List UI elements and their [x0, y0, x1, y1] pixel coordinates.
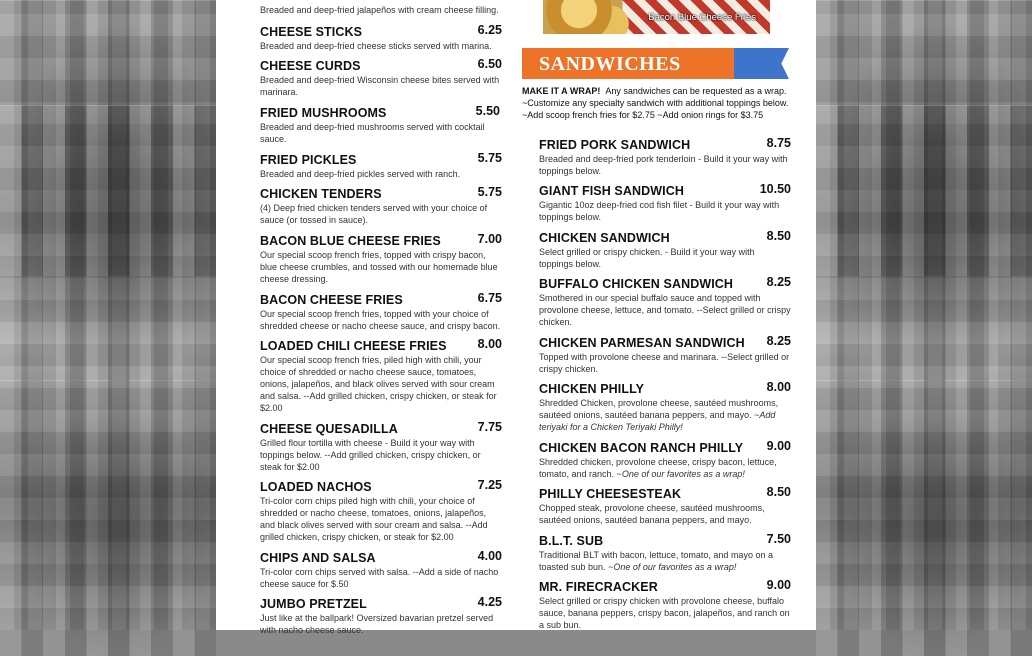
item-description: Traditional BLT with bacon, lettuce, tomato, and mayo on a toasted sub bun. ~One of our favorites as a wrap! [539, 550, 773, 572]
menu-item [539, 380, 791, 433]
item-description: Our special scoop french fries, topped with crispy bacon, blue cheese crumbles, and tossed with our homemade blue cheese dressing. [260, 250, 498, 284]
menu-item [260, 549, 502, 590]
item-name: PHILLY CHEESESTEAK [539, 487, 682, 501]
vintage-photo-tile [816, 105, 1032, 381]
menu-item [539, 485, 791, 526]
item-description: Our special scoop french fries, topped with your choice of shredded cheese or nacho cheese sauce, and crispy bacon. [260, 309, 501, 331]
menu-item [260, 3, 502, 16]
item-price: 7.00 [477, 232, 502, 246]
item-name: JUMBO PRETZEL [260, 597, 367, 611]
item-description: Breaded and deep-fried pork tenderloin - Build it your way with toppings below. [539, 154, 788, 176]
item-description: Breaded and deep-fried cheese sticks served with marina. [260, 41, 492, 51]
menu-item [260, 57, 502, 98]
item-name: BACON BLUE CHEESE FRIES [260, 234, 441, 248]
item-price: 8.50 [766, 485, 791, 499]
item-description: Smothered in our special buffalo sauce and topped with provolone cheese, lettuce, and tomato. --Select grilled or crispy chicken. [539, 293, 791, 327]
item-price: 6.50 [477, 57, 502, 71]
item-price: 5.75 [477, 185, 502, 199]
item-name: BACON CHEESE FRIES [260, 293, 403, 307]
item-name: B.L.T. SUB [539, 534, 604, 548]
menu-item [260, 478, 502, 543]
item-price: 7.50 [766, 532, 791, 546]
item-price: 5.50 [475, 104, 500, 118]
menu-item [260, 23, 502, 52]
photo-caption: Bacon Blue Cheese Fries [648, 12, 756, 23]
item-description: Grilled flour tortilla with cheese - Build it your way with toppings below. --Add grilled chicken, crispy chicken, or steak for $2.00 [260, 438, 481, 472]
item-price: 10.50 [759, 182, 791, 196]
vintage-photo-tile [816, 380, 1032, 656]
item-name: GIANT FISH SANDWICH [539, 184, 684, 198]
item-price: 7.25 [477, 478, 502, 492]
menu-item [539, 275, 791, 328]
item-description: Topped with provolone cheese and marinara. --Select grilled or crispy chicken. [539, 352, 790, 374]
background-photo-right [816, 0, 1032, 630]
item-price: 9.00 [766, 439, 791, 453]
menu-item [539, 439, 791, 480]
menu-item [260, 337, 502, 414]
item-name: CHEESE CURDS [260, 59, 361, 73]
item-price: 9.00 [766, 578, 791, 592]
menu-item [260, 420, 502, 473]
item-name: CHICKEN SANDWICH [539, 231, 670, 245]
item-description: Select grilled or crispy chicken. - Build it your way with toppings below. [539, 247, 755, 269]
item-description: (4) Deep fried chicken tenders served with your choice of sauce (or tossed in sauce). [260, 203, 488, 225]
item-price: 8.00 [766, 380, 791, 394]
wrap-note-text: Any sandwiches can be requested as a wrap. [605, 86, 787, 96]
item-name: CHICKEN BACON RANCH PHILLY [539, 441, 744, 455]
vintage-photo-tile [0, 380, 216, 656]
item-description: Our special scoop french fries, piled high with chili, your choice of shredded or nacho cheese sauce, tomatoes, onions, jalapeños, and black olives served with sour cream and salsa. --Add grilled chicken, crispy chicken, or steak for $2.00 [260, 355, 497, 413]
item-price: 5.75 [477, 151, 502, 165]
item-name: LOADED CHILI CHEESE FRIES [260, 339, 447, 353]
item-description: Just like at the ballpark! Oversized bavarian pretzel served with nacho cheese sauce. [260, 613, 494, 635]
item-price: 8.00 [477, 337, 502, 351]
banner-ribbon-tail [734, 48, 789, 79]
item-name: FRIED PICKLES [260, 153, 357, 167]
sandwich-notes [522, 85, 797, 121]
item-description: Gigantic 10oz deep-fried cod fish filet - Build it your way with toppings below. [539, 200, 780, 222]
menu-item [539, 136, 791, 177]
item-description: Shredded Chicken, provolone cheese, sautéed mushrooms, sautéed onions, sautéed banana peppers, and mayo. ~Add teriyaki for a Chicken Teriyaki Philly! [539, 398, 779, 432]
item-name: MR. FIRECRACKER [539, 580, 658, 594]
item-price: 6.75 [477, 291, 502, 305]
item-description: Breaded and deep-fried Wisconsin cheese bites served with marinara. [260, 75, 500, 97]
menu-item [260, 291, 502, 332]
item-name: CHICKEN PARMESAN SANDWICH [539, 336, 745, 350]
vintage-photo-tile [0, 105, 216, 381]
background-photo-left [0, 0, 216, 630]
item-name: CHEESE STICKS [260, 25, 363, 39]
fries-image [543, 0, 633, 34]
menu-item [539, 229, 791, 270]
menu-page [216, 0, 816, 635]
menu-item [260, 232, 502, 285]
item-price: 8.50 [766, 229, 791, 243]
item-price: 8.75 [766, 136, 791, 150]
item-price: 8.25 [766, 334, 791, 348]
item-price: 4.00 [477, 549, 502, 563]
item-name: CHEESE QUESADILLA [260, 422, 398, 436]
customize-note: ~Customize any specialty sandwich with additional toppings below. [522, 98, 789, 108]
menu-item [260, 151, 502, 180]
item-description: Chopped steak, provolone cheese, sautéed mushrooms, sautéed onions, sautéed banana peppers, and mayo. [539, 503, 765, 525]
item-description: Breaded and deep-fried pickles served with ranch. [260, 169, 461, 179]
item-description: Tri-color corn chips piled high with chili, your choice of shredded or nacho cheese, tomatoes, onions, jalapeños, and black olives served with sour cream and salsa. --Add grilled chicken, crispy chicken, or steak for $2.00 [260, 496, 488, 542]
item-name: CHICKEN PHILLY [539, 382, 645, 396]
add-sides-note: ~Add scoop french fries for $2.75 ~Add onion rings for $3.75 [522, 110, 764, 120]
item-description: Breaded and deep-fried jalapeños with cream cheese filling. [260, 5, 499, 15]
item-price: 8.25 [766, 275, 791, 289]
item-name: LOADED NACHOS [260, 480, 372, 494]
menu-item [260, 185, 502, 226]
item-price: 6.25 [477, 23, 502, 37]
item-name: FRIED PORK SANDWICH [539, 138, 691, 152]
menu-item [260, 104, 502, 145]
item-description: Tri-color corn chips served with salsa. --Add a side of nacho cheese sauce for $.50 [260, 567, 499, 589]
item-name: CHICKEN TENDERS [260, 187, 382, 201]
section-title: SANDWICHES [539, 53, 681, 75]
item-name: CHIPS AND SALSA [260, 551, 376, 565]
food-photo [543, 0, 770, 34]
wrap-note-bold: MAKE IT A WRAP! [522, 86, 601, 96]
menu-item [539, 182, 791, 223]
item-description: Select grilled or crispy chicken with provolone cheese, buffalo sauce, banana peppers, crispy bacon, jalapeños, and ranch on a sub bun. [539, 596, 790, 630]
item-description: Breaded and deep-fried mushrooms served with cocktail sauce. [260, 122, 485, 144]
item-name: FRIED MUSHROOMS [260, 106, 387, 120]
item-description: Shredded chicken, provolone cheese, crispy bacon, lettuce, tomato, and ranch. ~One of our favorites as a wrap! [539, 457, 777, 479]
item-price: 7.75 [477, 420, 502, 434]
menu-item [539, 334, 791, 375]
menu-item [539, 532, 791, 573]
section-banner [522, 48, 789, 79]
item-price: 4.25 [477, 595, 502, 609]
item-name: BUFFALO CHICKEN SANDWICH [539, 277, 734, 291]
menu-item [539, 578, 791, 631]
